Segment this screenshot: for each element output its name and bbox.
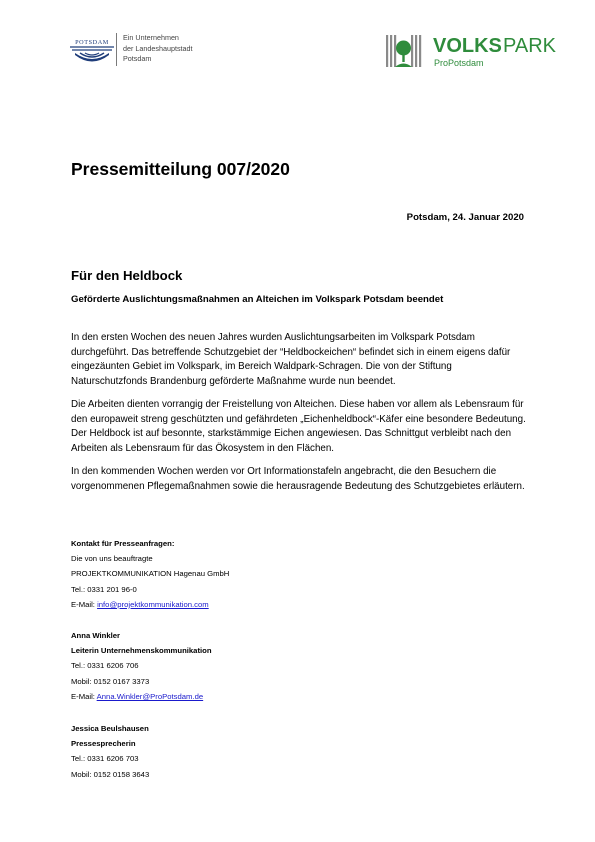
volkspark-name-park: PARK [503, 35, 556, 57]
press-contact-label: Kontakt für Presseanfragen: [71, 539, 175, 548]
contact-role: Leiterin Unternehmenskommunikation [71, 646, 212, 656]
press-contact-phone: Tel.: 0331 201 96-0 [71, 584, 137, 594]
contact-role: Pressesprecherin [71, 739, 136, 749]
contact-name: Jessica Beulshausen [71, 724, 149, 733]
potsdam-tagline [123, 33, 193, 65]
volkspark-name-volks: VOLKS [433, 35, 502, 57]
potsdam-wordmark: POTSDAM [75, 39, 109, 46]
body-paragraph: Die Arbeiten dienten vorrangig der Freistellung von Alteichen. Diese haben vor allem als Lebensraum für den europaweit streng geschützten und gefährdeten „Eichenheldbock“-Käfer eine besondere Bedeutung. Der Heldbock ist auf besonnte, starkstämmige Eichen angewiesen. Das Schnittgut verbleibt nach den Arbeiten als Lebensraum für das Ökosystem in den Flächen. [71, 399, 526, 454]
dateline: Potsdam, 24. Januar 2020 [406, 212, 524, 223]
press-contact-intro: Die von uns beauftragte [71, 554, 153, 564]
article-subheading: Geförderte Auslichtungsmaßnahmen an Alteichen im Volkspark Potsdam beendet [71, 294, 444, 305]
article-body [71, 331, 527, 503]
email-label: E-Mail: [71, 599, 98, 609]
potsdam-logo [68, 36, 120, 68]
winkler-contact-block [71, 628, 212, 704]
contact-mobile: Mobil: 0152 0167 3373 [71, 676, 150, 686]
logo-divider [116, 33, 117, 66]
volkspark-emblem [386, 35, 421, 67]
body-paragraph: In den ersten Wochen des neuen Jahres wurden Auslichtungsarbeiten im Volkspark Potsdam durchgeführt. Das betreffende Schutzgebiet der “Heldbockeichen“ befindet sich in einem eigens dafür eingezäunten Gebiet im Volkspark, im Bereich Waldpark-Schragen. Die von der Stiftung Naturschutzfonds Brandenburg geförderte Maßnahme wurde nun beendet. [71, 332, 511, 387]
winkler-email-link[interactable]: Anna.Winkler@ProPotsdam.de [96, 691, 204, 701]
contact-phone: Tel.: 0331 6206 706 [71, 661, 139, 671]
press-contact-block [71, 536, 229, 612]
contact-phone: Tel.: 0331 6206 703 [71, 754, 139, 764]
contact-mobile: Mobil: 0152 0158 3643 [71, 769, 150, 779]
press-contact-email-row [71, 597, 229, 612]
volkspark-logo [383, 33, 561, 73]
potsdam-tagline-line: Potsdam [123, 54, 152, 64]
contact-email-row [71, 689, 212, 704]
press-release-title: Pressemitteilung 007/2020 [71, 159, 290, 179]
email-label: E-Mail: [71, 691, 97, 701]
potsdam-tagline-line: der Landeshauptstadt [123, 43, 193, 53]
potsdam-tagline-line: Ein Unternehmen [123, 33, 179, 42]
body-paragraph: In den kommenden Wochen werden vor Ort Informationstafeln angebracht, die den Besuchern die vorgenommenen Pflegemaßnahmen sowie die herausragende Bedeutung des Schutzgebietes erläutern. [71, 466, 525, 492]
press-contact-company: PROJEKTKOMMUNIKATION Hagenau GmbH [71, 569, 230, 579]
volkspark-subtitle: ProPotsdam [434, 58, 484, 68]
press-contact-email-link[interactable]: info@projektkommunikation.com [97, 599, 209, 609]
article-heading: Für den Heldbock [71, 268, 183, 283]
contact-name: Anna Winkler [71, 631, 121, 640]
beulshausen-contact-block [71, 721, 149, 782]
